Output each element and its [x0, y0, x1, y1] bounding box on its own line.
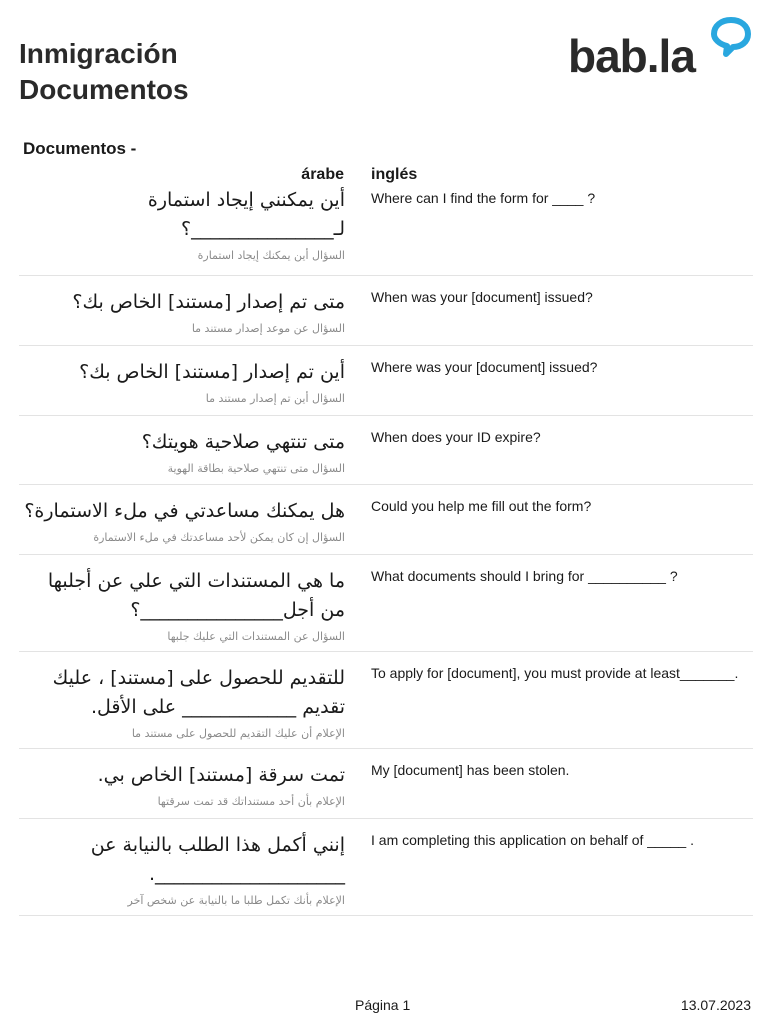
document-date: 13.07.2023 — [680, 997, 751, 1013]
arabic-phrase: أين يمكنني إيجاد استمارة لـ_______________؟ — [147, 189, 345, 240]
page-number: Página 1 — [355, 997, 411, 1013]
table-row — [19, 652, 753, 749]
column-header-arabic: árabe — [301, 166, 344, 183]
speech-bubble-icon — [710, 16, 752, 58]
column-header-english: inglés — [371, 166, 418, 183]
page-title-line-2: Documentos — [19, 74, 189, 105]
table-row — [19, 555, 753, 652]
arabic-phrase: ما هي المستندات التي علي عن أجلبها من أجل_______________؟ — [47, 570, 345, 621]
arabic-cell — [19, 761, 345, 810]
arabic-note: السؤال أين تم إصدار مستند ما — [205, 392, 345, 405]
table-row — [19, 276, 753, 346]
arabic-cell — [19, 664, 345, 742]
english-phrase: Could you help me fill out the form? — [371, 498, 592, 514]
arabic-phrase: أين تم إصدار [مستند] الخاص بك؟ — [79, 361, 345, 383]
arabic-phrase: تمت سرقة [مستند] الخاص بي. — [97, 764, 345, 786]
english-phrase: What documents should I bring for __________ ? — [371, 568, 678, 584]
arabic-phrase: إنني أكمل هذا الطلب بالنيابة عن ____________________. — [90, 834, 345, 885]
phrase-table — [19, 186, 753, 916]
arabic-note: السؤال إن كان يمكن لأحد مساعدتك في ملء الاستمارة — [93, 531, 345, 544]
table-row — [19, 416, 753, 485]
arabic-phrase: متى تم إصدار [مستند] الخاص بك؟ — [72, 291, 345, 313]
arabic-phrase: للتقديم للحصول على [مستند] ، عليك تقديم ____________ على الأقل. — [52, 667, 345, 718]
arabic-note: الإعلام بأنك تكمل طلبا ما بالنيابة عن شخص آخر — [127, 894, 345, 907]
arabic-note: السؤال متى تنتهي صلاحية بطاقة الهوية — [167, 462, 345, 475]
arabic-phrase: هل يمكنك مساعدتي في ملء الاستمارة؟ — [24, 500, 345, 522]
english-phrase: I am completing this application on behalf of _____ . — [371, 832, 694, 848]
english-phrase: My [document] has been stolen. — [371, 762, 570, 778]
table-row — [19, 749, 753, 819]
table-row — [19, 186, 753, 276]
arabic-note: السؤال عن المستندات التي عليك جلبها — [167, 630, 345, 643]
english-phrase: Where was your [document] issued? — [371, 359, 598, 375]
table-row — [19, 485, 753, 555]
arabic-cell — [19, 186, 345, 264]
arabic-cell — [19, 428, 345, 477]
arabic-cell — [19, 831, 345, 909]
babla-logo — [568, 14, 758, 84]
arabic-note: السؤال عن موعد إصدار مستند ما — [191, 322, 345, 335]
logo-text: bab.la — [568, 30, 695, 82]
arabic-note: الإعلام أن عليك التقديم للحصول على مستند ما — [131, 727, 345, 740]
english-phrase: When does your ID expire? — [371, 429, 541, 445]
arabic-cell — [19, 497, 345, 546]
section-title: Documentos - — [23, 139, 137, 158]
page-title-line-1: Inmigración — [19, 38, 178, 69]
arabic-phrase: متى تنتهي صلاحية هويتك؟ — [141, 431, 345, 453]
arabic-cell — [19, 358, 345, 407]
english-phrase: To apply for [document], you must provide at least_______. — [371, 665, 739, 681]
page-title — [19, 36, 379, 108]
arabic-cell — [19, 567, 345, 645]
arabic-note: السؤال أين يمكنك إيجاد استمارة — [197, 249, 345, 262]
arabic-note: الإعلام بأن أحد مستنداتك قد تمت سرقتها — [157, 795, 345, 808]
english-phrase: When was your [document] issued? — [371, 289, 593, 305]
arabic-cell — [19, 288, 345, 337]
table-row — [19, 346, 753, 416]
table-row — [19, 819, 753, 916]
english-phrase: Where can I find the form for ____ ? — [371, 190, 596, 206]
